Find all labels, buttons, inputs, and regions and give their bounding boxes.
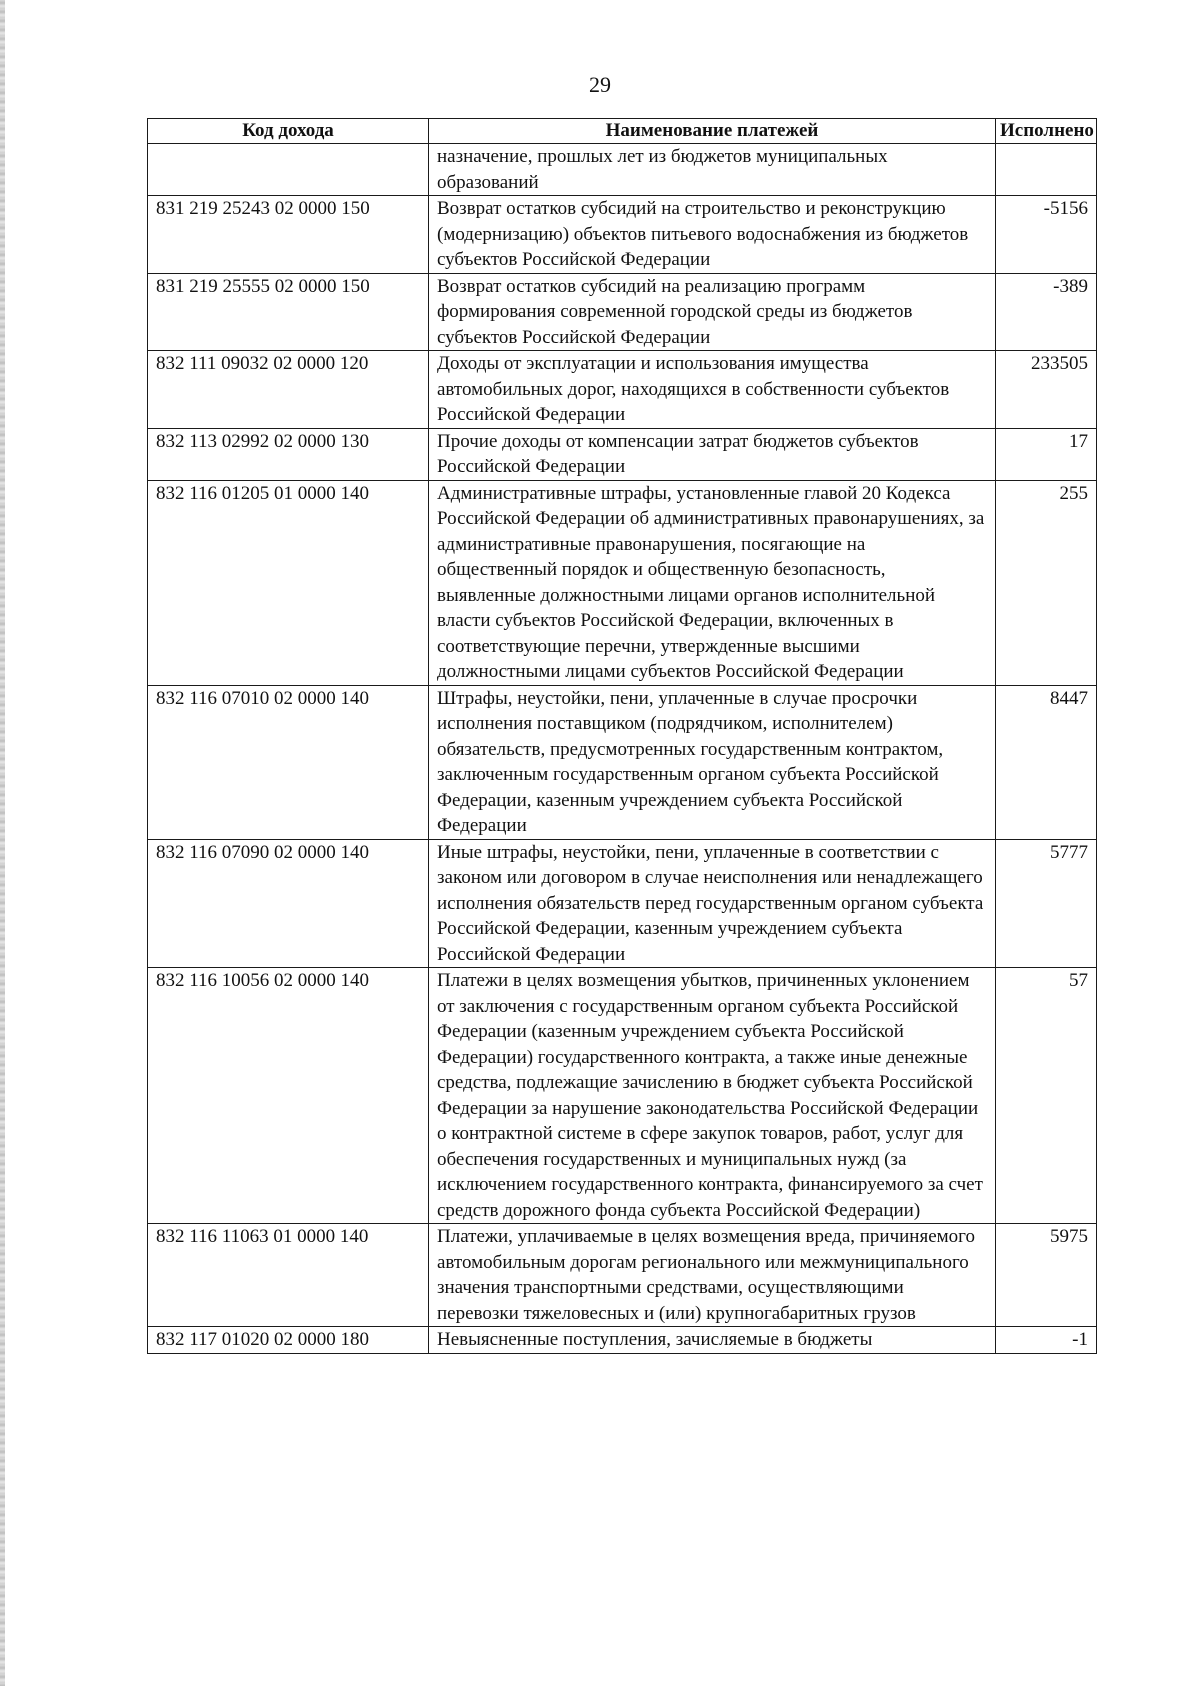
- header-value: Исполнено: [996, 119, 1097, 144]
- table-row: [148, 144, 1097, 196]
- executed-value: 5975: [996, 1224, 1097, 1327]
- executed-value: -5156: [996, 196, 1097, 274]
- executed-value: 8447: [996, 685, 1097, 839]
- payment-name: Доходы от эксплуатации и использования имущества автомобильных дорог, находящихся в собственности субъектов Российской Федерации: [429, 351, 996, 429]
- income-code: 832 116 11063 01 0000 140: [148, 1224, 429, 1327]
- table-header-row: [148, 119, 1097, 144]
- executed-value: 17: [996, 428, 1097, 480]
- income-code: 832 111 09032 02 0000 120: [148, 351, 429, 429]
- table-row: [148, 351, 1097, 429]
- table-row: [148, 1327, 1097, 1354]
- executed-value: 255: [996, 480, 1097, 685]
- income-code: 832 116 07010 02 0000 140: [148, 685, 429, 839]
- income-code: [148, 144, 429, 196]
- income-code: 832 116 01205 01 0000 140: [148, 480, 429, 685]
- executed-value: 233505: [996, 351, 1097, 429]
- income-code: 831 219 25555 02 0000 150: [148, 273, 429, 351]
- payment-name: назначение, прошлых лет из бюджетов муниципальных образований: [429, 144, 996, 196]
- payment-name: Невыясненные поступления, зачисляемые в бюджеты: [429, 1327, 996, 1354]
- income-code: 831 219 25243 02 0000 150: [148, 196, 429, 274]
- table-row: [148, 273, 1097, 351]
- payment-name: Административные штрафы, установленные главой 20 Кодекса Российской Федерации об административных правонарушениях, за административные правонарушения, посягающие на общественный порядок и общественную безопасность, выявленные должностными лицами органов исполнительной власти субъектов Российской Федерации, включенных в соответствующие перечни, утвержденные высшими должностными лицами субъектов Российской Федерации: [429, 480, 996, 685]
- payment-name: Иные штрафы, неустойки, пени, уплаченные в соответствии с законом или договором в случае неисполнения или ненадлежащего исполнения обязательств перед государственным органом субъекта Российской Федерации, казенным учреждением субъекта Российской Федерации: [429, 839, 996, 968]
- table-row: [148, 968, 1097, 1224]
- executed-value: -389: [996, 273, 1097, 351]
- payment-name: Платежи в целях возмещения убытков, причиненных уклонением от заключения с государственным органом субъекта Российской Федерации (казенным учреждением субъекта Российской Федерации) государственного контракта, а также иные денежные средства, подлежащие зачислению в бюджет субъекта Российской Федерации за нарушение законодательства Российской Федерации о контрактной системе в сфере закупок товаров, работ, услуг для обеспечения государственных и муниципальных нужд (за исключением государственного контракта, финансируемого за счет средств дорожного фонда субъекта Российской Федерации): [429, 968, 996, 1224]
- executed-value: -1: [996, 1327, 1097, 1354]
- header-name: Наименование платежей: [429, 119, 996, 144]
- payment-name: Платежи, уплачиваемые в целях возмещения вреда, причиняемого автомобильным дорогам регионального или межмуниципального значения транспортными средствами, осуществляющими перевозки тяжеловесных и (или) крупногабаритных грузов: [429, 1224, 996, 1327]
- table-row: [148, 196, 1097, 274]
- payment-name: Штрафы, неустойки, пени, уплаченные в случае просрочки исполнения поставщиком (подрядчиком, исполнителем) обязательств, предусмотренных государственным контрактом, заключенным государственным органом субъекта Российской Федерации, казенным учреждением субъекта Российской Федерации: [429, 685, 996, 839]
- scan-edge: [0, 0, 5, 1686]
- table-row: [148, 839, 1097, 968]
- income-code: 832 117 01020 02 0000 180: [148, 1327, 429, 1354]
- payment-name: Возврат остатков субсидий на реализацию программ формирования современной городской среды из бюджетов субъектов Российской Федерации: [429, 273, 996, 351]
- executed-value: [996, 144, 1097, 196]
- page-number: 29: [589, 72, 611, 97]
- table-row: [148, 428, 1097, 480]
- table-row: [148, 480, 1097, 685]
- payment-name: Возврат остатков субсидий на строительство и реконструкцию (модернизацию) объектов питьевого водоснабжения из бюджетов субъектов Российской Федерации: [429, 196, 996, 274]
- executed-value: 5777: [996, 839, 1097, 968]
- payment-name: Прочие доходы от компенсации затрат бюджетов субъектов Российской Федерации: [429, 428, 996, 480]
- table-row: [148, 1224, 1097, 1327]
- table-row: [148, 685, 1097, 839]
- income-code: 832 113 02992 02 0000 130: [148, 428, 429, 480]
- income-code: 832 116 07090 02 0000 140: [148, 839, 429, 968]
- income-code: 832 116 10056 02 0000 140: [148, 968, 429, 1224]
- header-code: Код дохода: [148, 119, 429, 144]
- revenue-table: [147, 118, 1097, 1354]
- executed-value: 57: [996, 968, 1097, 1224]
